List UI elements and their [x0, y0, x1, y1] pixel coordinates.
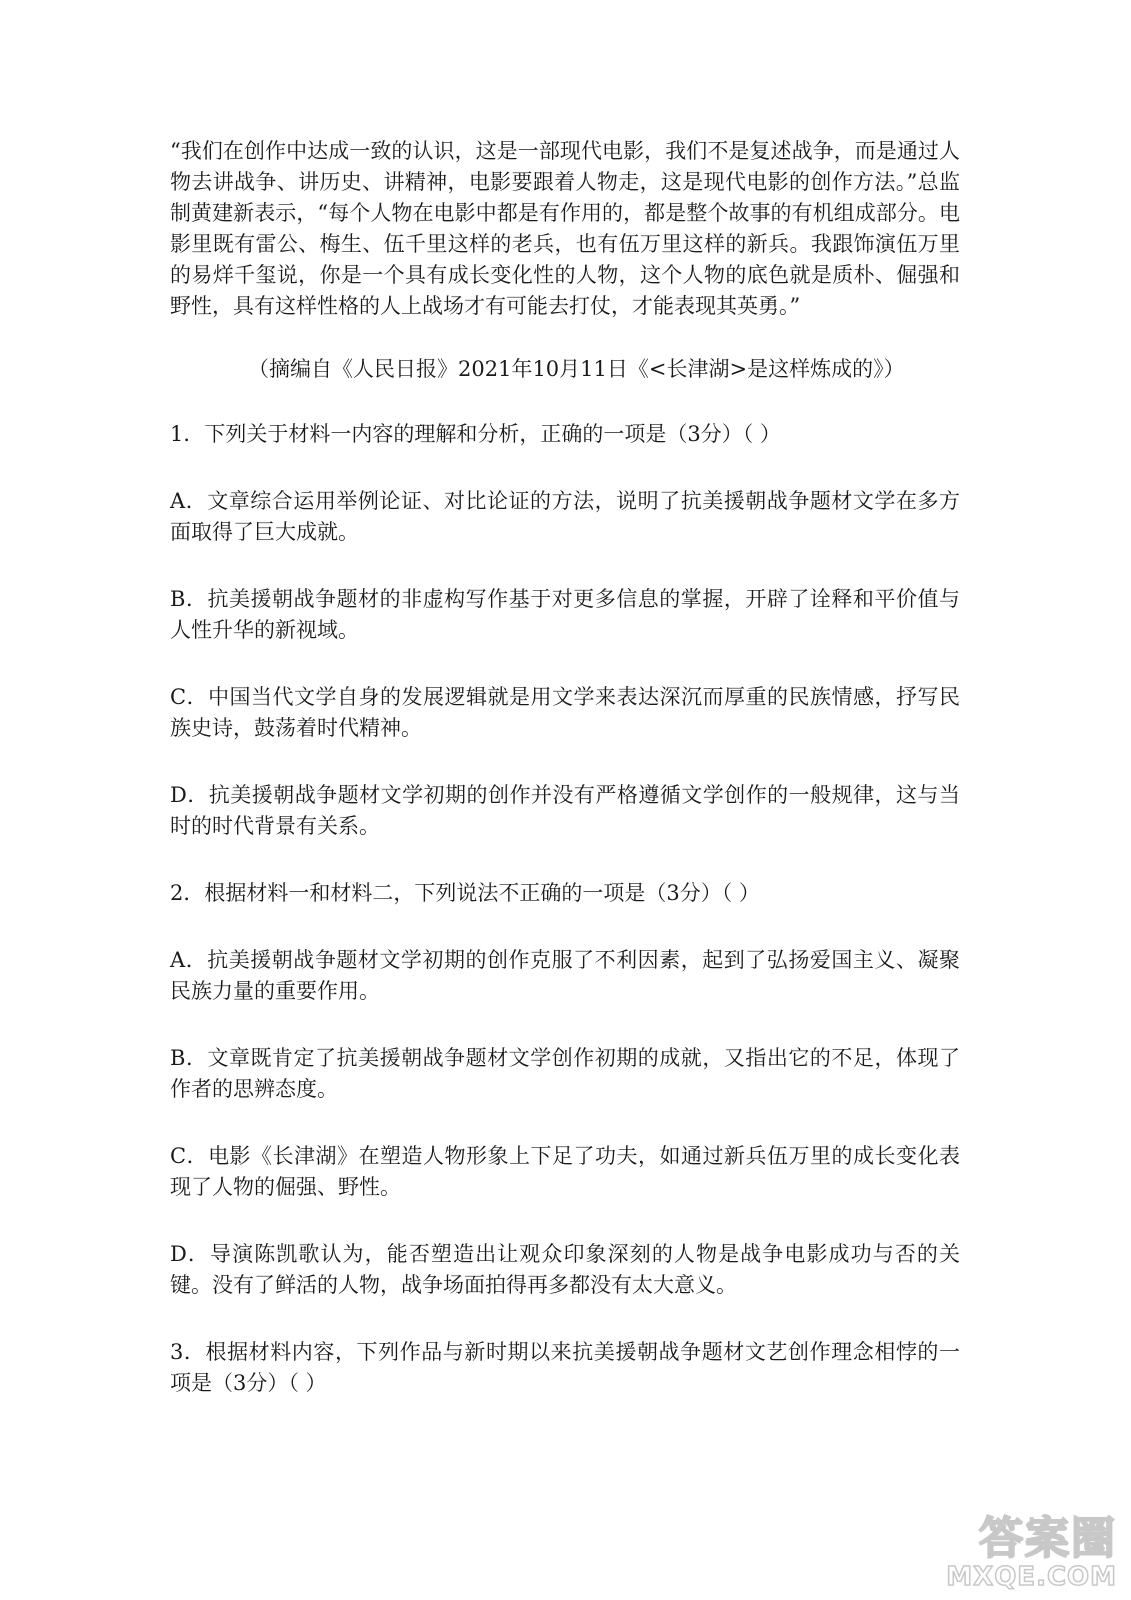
question-1-option-b: B．抗美援朝战争题材的非虚构写作基于对更多信息的掌握，开辟了诠释和平价值与人性升华的新视域。 — [170, 587, 960, 642]
question-1-option-c: C．中国当代文学自身的发展逻辑就是用文学来表达深沉而厚重的民族情感，抒写民族史诗，鼓荡着时代精神。 — [170, 685, 960, 740]
watermark-bottom-text: MXQE.COM — [946, 1562, 1117, 1592]
question-2-stem: 2．根据材料一和材料二，下列说法不正确的一项是（3分）（ ） — [170, 881, 760, 905]
passage-paragraph: “我们在创作中达成一致的认识，这是一部现代电影，我们不是复述战争，而是通过人物去讲战争、讲历史、讲精神，电影要跟着人物走，这是现代电影的创作方法。”总监制黄建新表示，“每个人物在电影中都是有作用的，都是整个故事的有机组成部分。电影里既有雷公、梅生、伍千里这样的老兵，也有伍万里这样的新兵。我跟饰演伍万里的易烊千玺说，你是一个具有成长变化性的人物，这个人物的底色就是质朴、倔强和野性，具有这样性格的人上战场才有可能去打仗，才能表现其英勇。” — [170, 139, 960, 318]
watermark-logo — [907, 1502, 1117, 1592]
question-3-stem: 3．根据材料内容，下列作品与新时期以来抗美援朝战争题材文艺创作理念相悖的一项是（3分）（ ） — [170, 1340, 960, 1395]
question-2-option-a: A．抗美援朝战争题材文学初期的创作克服了不利因素，起到了弘扬爱国主义、凝聚民族力量的重要作用。 — [170, 948, 960, 1003]
question-2-option-b: B．文章既肯定了抗美援朝战争题材文学创作初期的成就，又指出它的不足，体现了作者的思辨态度。 — [170, 1046, 960, 1101]
question-1-option-a: A．文章综合运用举例论证、对比论证的方法，说明了抗美援朝战争题材文学在多方面取得了巨大成就。 — [170, 489, 960, 544]
question-1-option-d: D．抗美援朝战争题材文学初期的创作并没有严格遵循文学创作的一般规律，这与当时的时代背景有关系。 — [170, 783, 960, 838]
question-2-option-c: C．电影《长津湖》在塑造人物形象上下足了功夫，如通过新兵伍万里的成长变化表现了人物的倔强、野性。 — [170, 1144, 960, 1199]
question-1-stem: 1．下列关于材料一内容的理解和分析，正确的一项是（3分）（ ） — [170, 422, 781, 446]
document-body — [170, 136, 960, 1399]
question-2-option-d: D．导演陈凯歌认为，能否塑造出让观众印象深刻的人物是战争电影成功与否的关键。没有了鲜活的人物，战争场面拍得再多都没有太大意义。 — [170, 1242, 960, 1297]
passage-source: （摘编自《人民日报》2021年10月11日《<长津湖>是这样炼成的》） — [248, 357, 905, 381]
watermark-top-text: 答案圈 — [979, 1513, 1117, 1564]
